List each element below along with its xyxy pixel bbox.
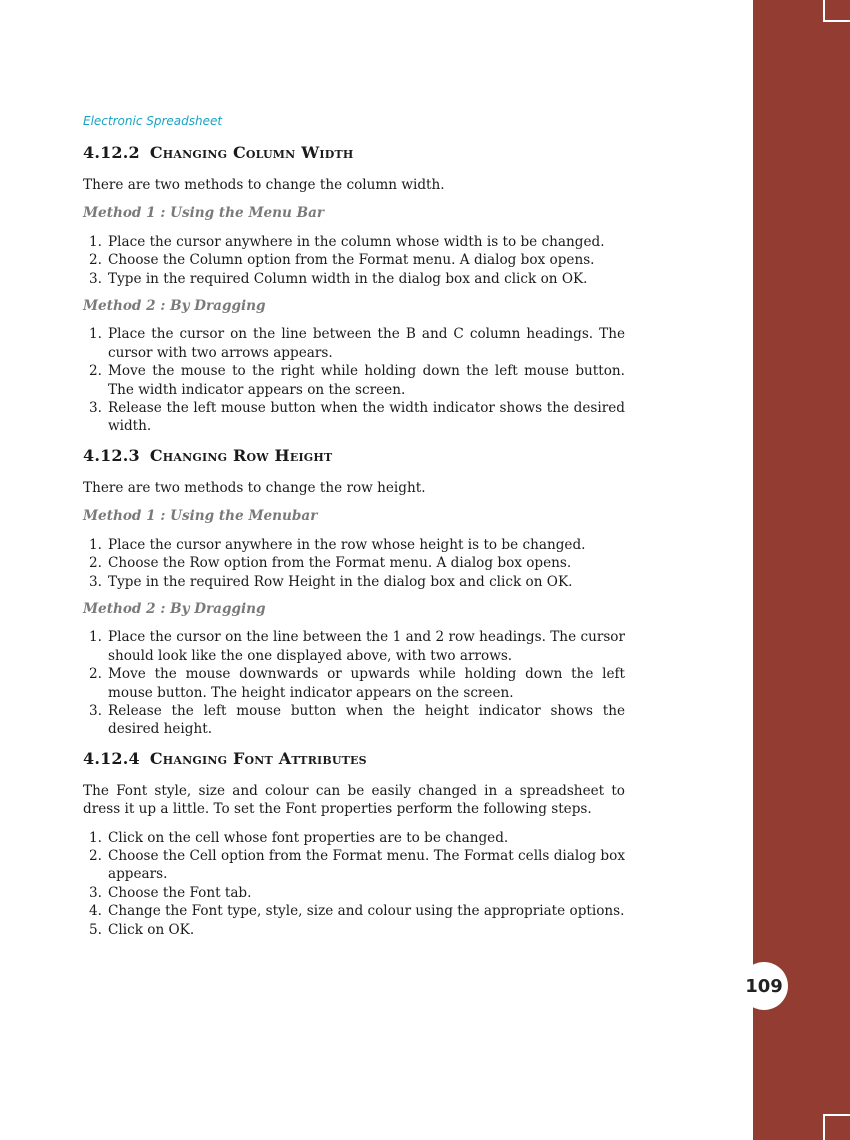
method-label: Method 1 : Using the Menu Bar xyxy=(83,205,325,222)
section-intro: There are two methods to change the column width. xyxy=(83,177,445,193)
method-label: Method 2 : By Dragging xyxy=(83,298,266,315)
list-item: 2. Choose the Row option from the Format menu. A dialog box opens. xyxy=(89,555,572,572)
section-intro: The Font style, size and colour can be easily changed in a spreadsheet to dress it up a little. To set the Font properties perform the following steps. xyxy=(83,782,625,818)
section-title: Changing Row Height xyxy=(149,445,333,465)
list-item: 2. Move the mouse downwards or upwards while holding down the left mouse button. The height indicator appears on the screen. xyxy=(89,666,625,701)
page-number: 109 xyxy=(740,962,788,1010)
page-content xyxy=(83,142,625,948)
steps-list xyxy=(83,536,625,591)
section-heading xyxy=(83,445,625,467)
list-item: 3. Type in the required Row Height in the dialog box and click on OK. xyxy=(89,573,573,590)
list-item: 2. Move the mouse to the right while holding down the left mouse button. The width indicator appears on the screen. xyxy=(89,363,625,398)
list-item: 5. Click on OK. xyxy=(89,921,195,938)
list-item: 2. Choose the Cell option from the Format menu. The Format cells dialog box appears. xyxy=(89,847,625,883)
list-item: 4. Change the Font type, style, size and colour using the appropriate options. xyxy=(89,903,625,920)
method-label: Method 1 : Using the Menubar xyxy=(83,508,318,525)
steps-list xyxy=(83,233,625,288)
list-item: 1. Place the cursor anywhere in the column whose width is to be changed. xyxy=(89,233,605,250)
list-item: 3. Type in the required Column width in the dialog box and click on OK. xyxy=(89,270,588,287)
steps-list xyxy=(83,829,625,939)
list-item: 3. Release the left mouse button when the width indicator shows the desired width. xyxy=(89,400,625,435)
section-title: Changing Font Attributes xyxy=(149,748,367,768)
method-label: Method 2 : By Dragging xyxy=(83,600,266,617)
corner-mark-top xyxy=(823,0,850,22)
section-number: 4.12.4 xyxy=(83,748,140,768)
section-number: 4.12.3 xyxy=(83,445,140,465)
steps-list xyxy=(83,325,625,435)
section-intro: There are two methods to change the row height. xyxy=(83,479,426,496)
list-item: 3. Choose the Font tab. xyxy=(89,884,252,901)
list-item: 1. Place the cursor on the line between the 1 and 2 row headings. The cursor should look like the one displayed above, with two arrows. xyxy=(89,629,625,664)
list-item: 1. Click on the cell whose font properties are to be changed. xyxy=(89,829,509,846)
section-heading xyxy=(83,748,625,770)
list-item: 3. Release the left mouse button when the height indicator shows the desired height. xyxy=(89,702,625,738)
section-title: Changing Column Width xyxy=(149,143,354,162)
section-heading xyxy=(83,142,625,164)
section-number: 4.12.2 xyxy=(83,143,140,162)
running-header: Electronic Spreadsheet xyxy=(83,114,223,128)
list-item: 2. Choose the Column option from the Format menu. A dialog box opens. xyxy=(89,252,595,269)
steps-list xyxy=(83,628,625,738)
list-item: 1. Place the cursor anywhere in the row whose height is to be changed. xyxy=(89,536,586,553)
corner-mark-bottom xyxy=(823,1114,850,1140)
list-item: 1. Place the cursor on the line between the B and C column headings. The cursor with two arrows appears. xyxy=(89,326,625,361)
